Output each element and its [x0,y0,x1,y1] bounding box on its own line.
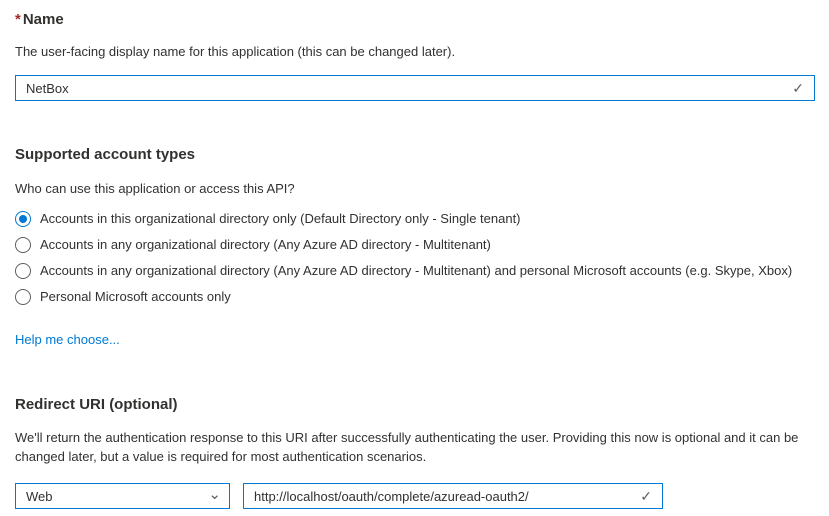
redirect-uri-controls [15,483,815,509]
platform-select-value: Web [26,488,53,504]
name-input-wrapper [15,75,815,101]
name-label: Name [22,11,64,28]
radio-icon [15,289,31,305]
radio-option-multitenant-personal[interactable] [15,263,815,279]
radio-option-label: Accounts in any organizational directory (Any Azure AD directory - Multitenant) [40,237,491,252]
account-types-heading: Supported account types [15,146,196,163]
help-me-choose-link[interactable]: Help me choose... [15,332,120,347]
redirect-uri-description: We'll return the authentication response to this URI after successfully authenticating the user. Providing this now is optional and it can be changed later, but a value is required for most authentication scenarios. [15,430,799,464]
radio-option-multitenant[interactable] [15,237,815,253]
checkmark-icon: ✓ [640,488,652,504]
name-section-heading [15,10,815,30]
radio-option-label: Accounts in this organizational directory only (Default Directory only - Single tenant) [40,211,521,226]
platform-select-dropdown[interactable] [15,483,230,509]
redirect-uri-input-wrapper [243,483,663,509]
radio-option-personal-only[interactable] [15,289,815,305]
radio-icon [15,237,31,253]
checkmark-icon: ✓ [792,80,804,96]
radio-option-label: Accounts in any organizational directory (Any Azure AD directory - Multitenant) and personal Microsoft accounts (e.g. Skype, Xbox) [40,263,793,278]
redirect-uri-input[interactable] [244,484,640,508]
account-types-question: Who can use this application or access this API? [15,181,295,196]
redirect-uri-heading: Redirect URI (optional) [15,396,178,413]
radio-icon [15,263,31,279]
name-input[interactable] [16,76,792,100]
chevron-down-icon: ⌄ [208,485,221,503]
radio-option-single-tenant[interactable] [15,211,815,227]
required-asterisk: * [15,11,21,28]
radio-option-label: Personal Microsoft accounts only [40,289,231,304]
account-types-radio-group [15,211,815,305]
radio-icon [15,211,31,227]
name-description: The user-facing display name for this application (this can be changed later). [15,44,456,59]
